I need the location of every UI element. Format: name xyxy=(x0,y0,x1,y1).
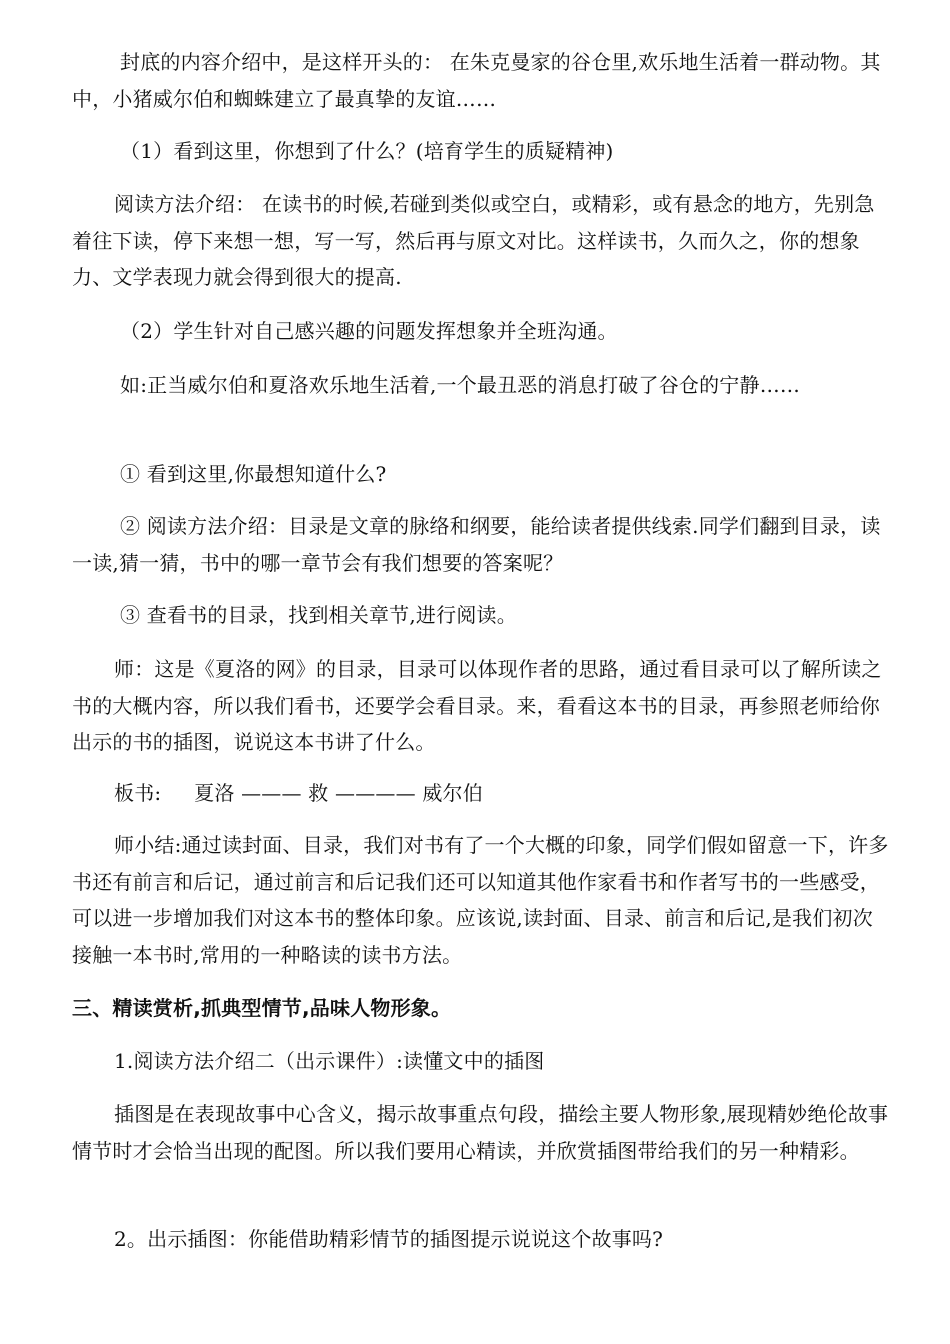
paragraph-teacher-catalog: 师：这是《夏洛的网》的目录，目录可以体现作者的思路，通过看目录可以了解所读之书的大概内容，所以我们看书，还要学会看目录。来，看看这本书的目录，再参照老师给你出示的书的插图，说说这本书讲了什么。 xyxy=(72,657,882,754)
paragraph-blackboard: 板书: 夏洛 ——— 救 ———— 威尔伯 xyxy=(114,781,483,805)
paragraph-method-2: 1.阅读方法介绍二（出示课件）:读懂文中的插图 xyxy=(114,1049,545,1073)
paragraph-step-2: ② 阅读方法介绍：目录是文章的脉络和纲要，能给读者提供线索.同学们翻到目录，读一读,猜一猜，书中的哪一章节会有我们想要的答案呢？ xyxy=(72,514,881,575)
paragraph-cover-intro: 封底的内容介绍中，是这样开头的： 在朱克曼家的谷仓里,欢乐地生活着一群动物。其中，小猪威尔伯和蜘蛛建立了最真挚的友谊…… xyxy=(72,50,881,111)
paragraph-illustration: 插图是在表现故事中心含义，揭示故事重点句段，描绘主要人物形象,展现精妙绝伦故事情节时才会恰当出现的配图。所以我们要用心精读，并欣赏插图带给我们的另一种精彩。 xyxy=(72,1102,889,1163)
paragraph-show-illustration: 2。出示插图：你能借助精彩情节的插图提示说说这个故事吗? xyxy=(114,1227,664,1251)
paragraph-question-1: （1）看到这里，你想到了什么？(培育学生的质疑精神) xyxy=(120,139,614,163)
paragraph-step-3: ③ 查看书的目录，找到相关章节,进行阅读。 xyxy=(120,603,517,627)
paragraph-example: 如:正当威尔伯和夏洛欢乐地生活着,一个最丑恶的消息打破了谷仓的宁静…… xyxy=(120,373,801,397)
section-heading-3: 三、精读赏析,抓典型情节,品味人物形象。 xyxy=(72,996,452,1020)
paragraph-reading-method-1: 阅读方法介绍： 在读书的时候,若碰到类似或空白，或精彩，或有悬念的地方，先别急着往下读，停下来想一想，写一写，然后再与原文对比。这样读书，久而久之，你的想象力、文学表现力就会得到很大的提高. xyxy=(72,192,875,289)
paragraph-teacher-summary: 师小结:通过读封面、目录，我们对书有了一个大概的印象，同学们假如留意一下，许多书还有前言和后记，通过前言和后记我们还可以知道其他作家看书和作者写书的一些感受，可以进一步增加我们对这本书的整体印象。应该说,读封面、目录、前言和后记,是我们初次接触一本书时,常用的一种略读的读书方法。 xyxy=(72,833,889,967)
paragraph-question-2: （2）学生针对自己感兴趣的问题发挥想象并全班沟通。 xyxy=(120,319,618,343)
paragraph-step-1: ① 看到这里,你最想知道什么? xyxy=(120,462,387,486)
